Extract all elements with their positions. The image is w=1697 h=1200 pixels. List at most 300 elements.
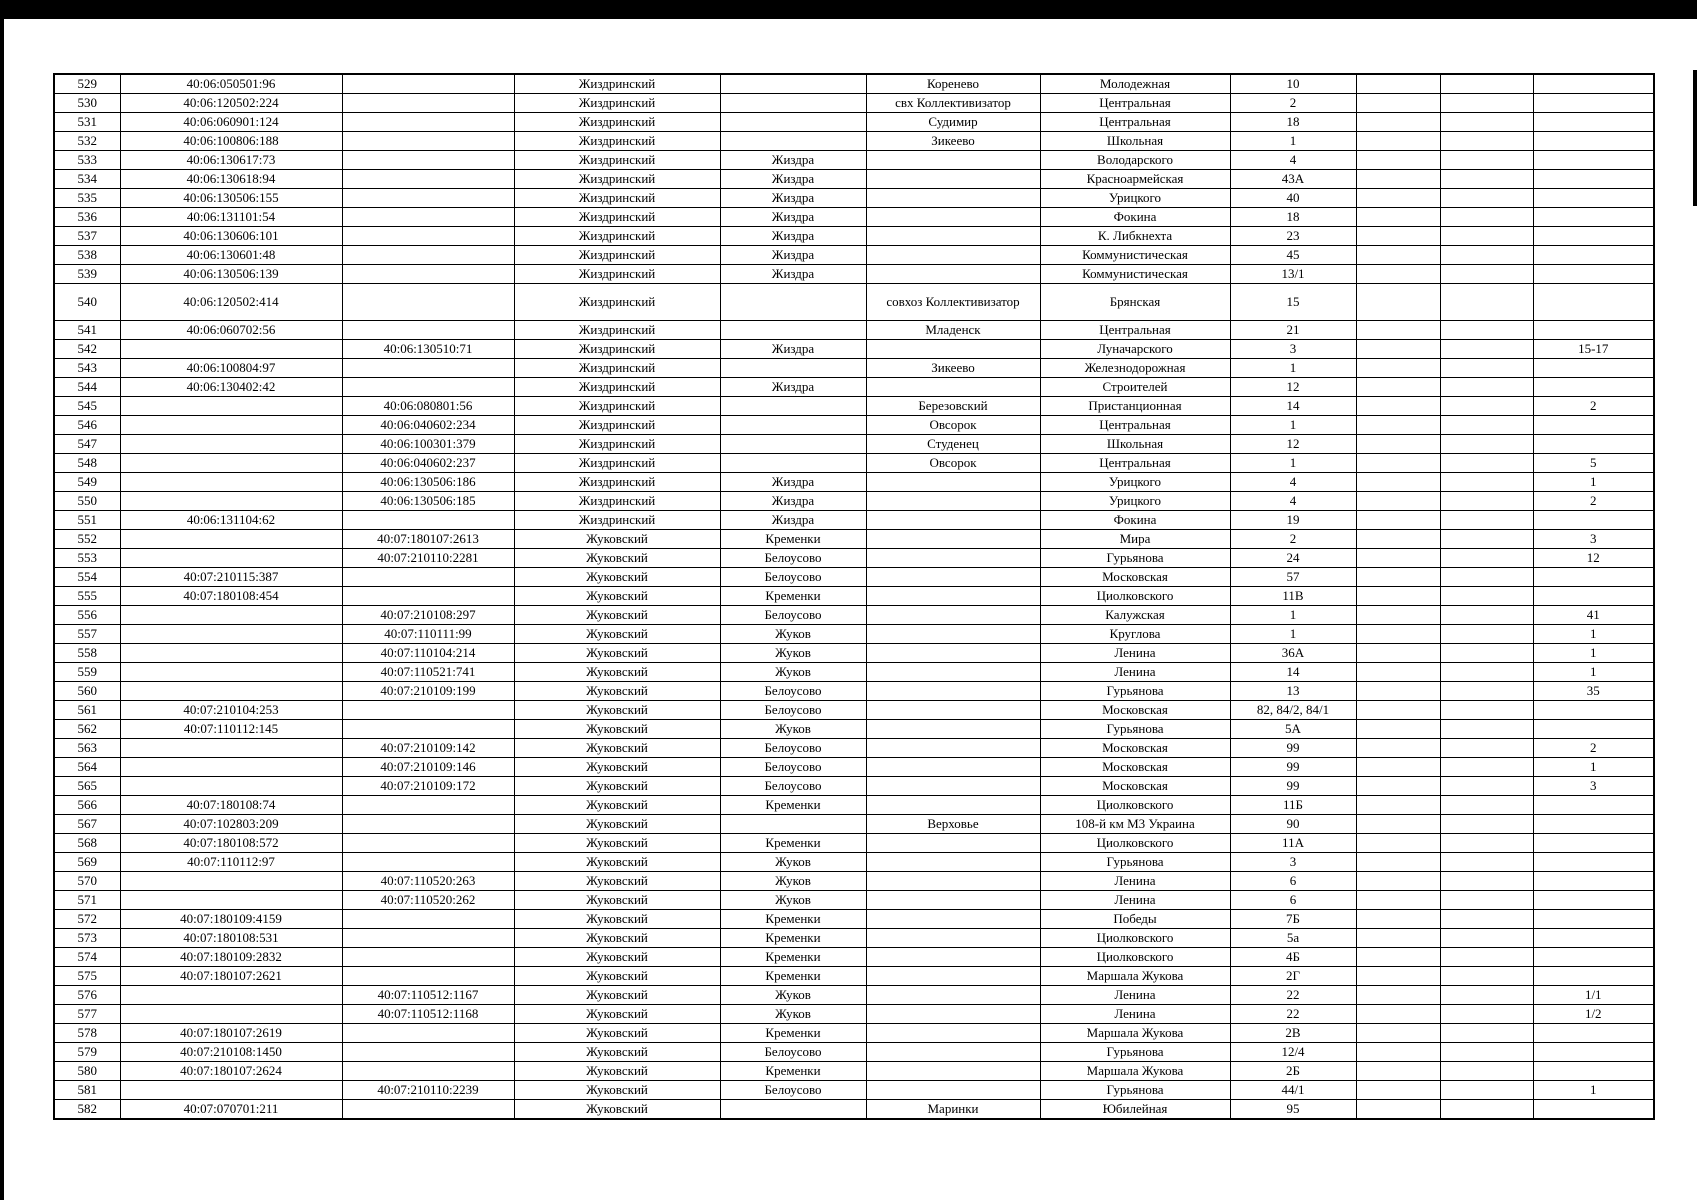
- cell-num: 560: [54, 682, 120, 701]
- cell-house: 21: [1230, 321, 1356, 340]
- table-row: [54, 284, 1654, 321]
- table-row: [54, 872, 1654, 891]
- cell-extra1: [1356, 720, 1440, 739]
- cell-cad-premises: [342, 568, 514, 587]
- cell-settlement: [866, 967, 1040, 986]
- cell-extra1: [1356, 246, 1440, 265]
- cell-settlement: Студенец: [866, 435, 1040, 454]
- cell-cad-building: 40:06:131101:54: [120, 208, 342, 227]
- cell-settlement: [866, 170, 1040, 189]
- cell-apartment: [1533, 416, 1654, 435]
- cell-city: Белоусово: [720, 701, 866, 720]
- cell-house: 43А: [1230, 170, 1356, 189]
- cell-extra1: [1356, 834, 1440, 853]
- cell-settlement: [866, 777, 1040, 796]
- cell-extra2: [1440, 284, 1533, 321]
- cell-extra2: [1440, 1043, 1533, 1062]
- cell-cad-building: 40:06:130506:155: [120, 189, 342, 208]
- cell-num: 543: [54, 359, 120, 378]
- cell-cad-premises: [342, 227, 514, 246]
- cell-apartment: [1533, 94, 1654, 113]
- cell-apartment: [1533, 568, 1654, 587]
- cell-house: 3: [1230, 340, 1356, 359]
- cell-house: 82, 84/2, 84/1: [1230, 701, 1356, 720]
- cell-district: Жуковский: [514, 1043, 720, 1062]
- cell-city: [720, 284, 866, 321]
- cell-district: Жуковский: [514, 910, 720, 929]
- cell-cad-premises: [342, 1024, 514, 1043]
- cell-num: 541: [54, 321, 120, 340]
- cell-house: 2Б: [1230, 1062, 1356, 1081]
- cell-cad-building: 40:06:130506:139: [120, 265, 342, 284]
- cell-district: Жуковский: [514, 853, 720, 872]
- cell-street: Циолковского: [1040, 796, 1230, 815]
- cell-apartment: [1533, 359, 1654, 378]
- cell-extra1: [1356, 1081, 1440, 1100]
- cell-num: 545: [54, 397, 120, 416]
- cell-extra1: [1356, 113, 1440, 132]
- cell-num: 532: [54, 132, 120, 151]
- cell-extra2: [1440, 606, 1533, 625]
- cell-district: Жуковский: [514, 872, 720, 891]
- cell-cad-building: 40:07:110112:145: [120, 720, 342, 739]
- cell-district: Жуковский: [514, 701, 720, 720]
- cell-settlement: [866, 872, 1040, 891]
- cell-house: 1: [1230, 416, 1356, 435]
- table-row: [54, 170, 1654, 189]
- cell-district: Жуковский: [514, 530, 720, 549]
- cell-cad-building: [120, 454, 342, 473]
- cell-cad-premises: [342, 720, 514, 739]
- cell-city: Кременки: [720, 967, 866, 986]
- cell-district: Жиздринский: [514, 378, 720, 397]
- cell-house: 44/1: [1230, 1081, 1356, 1100]
- cell-cad-premises: [342, 74, 514, 94]
- cell-house: 11В: [1230, 587, 1356, 606]
- cell-street: Круглова: [1040, 625, 1230, 644]
- table-row: [54, 94, 1654, 113]
- cell-cad-building: [120, 416, 342, 435]
- cell-num: 581: [54, 1081, 120, 1100]
- cell-street: Циолковского: [1040, 929, 1230, 948]
- cell-cad-building: 40:07:210115:387: [120, 568, 342, 587]
- cell-district: Жуковский: [514, 1062, 720, 1081]
- cell-settlement: Березовский: [866, 397, 1040, 416]
- cell-extra2: [1440, 929, 1533, 948]
- cell-extra2: [1440, 170, 1533, 189]
- cell-city: Жиздра: [720, 492, 866, 511]
- cell-settlement: Верховье: [866, 815, 1040, 834]
- table-row: [54, 644, 1654, 663]
- table-row: [54, 625, 1654, 644]
- cell-extra1: [1356, 189, 1440, 208]
- cell-settlement: [866, 378, 1040, 397]
- cell-street: Ленина: [1040, 644, 1230, 663]
- cell-apartment: [1533, 1024, 1654, 1043]
- table-row: [54, 416, 1654, 435]
- cell-street: Центральная: [1040, 94, 1230, 113]
- cell-house: 23: [1230, 227, 1356, 246]
- cell-apartment: 1: [1533, 625, 1654, 644]
- cell-num: 568: [54, 834, 120, 853]
- cell-extra2: [1440, 948, 1533, 967]
- cell-num: 539: [54, 265, 120, 284]
- cell-extra2: [1440, 511, 1533, 530]
- cell-extra2: [1440, 910, 1533, 929]
- cell-street: Красноармейская: [1040, 170, 1230, 189]
- table-row: [54, 189, 1654, 208]
- cell-apartment: [1533, 132, 1654, 151]
- table-row: [54, 777, 1654, 796]
- cell-settlement: [866, 644, 1040, 663]
- cell-house: 12/4: [1230, 1043, 1356, 1062]
- cell-district: Жиздринский: [514, 435, 720, 454]
- table-row: [54, 492, 1654, 511]
- cell-apartment: [1533, 587, 1654, 606]
- cell-house: 6: [1230, 872, 1356, 891]
- cell-apartment: 1/2: [1533, 1005, 1654, 1024]
- cell-house: 95: [1230, 1100, 1356, 1120]
- cell-house: 36А: [1230, 644, 1356, 663]
- cell-house: 4: [1230, 151, 1356, 170]
- cell-num: 557: [54, 625, 120, 644]
- cell-num: 548: [54, 454, 120, 473]
- cell-district: Жуковский: [514, 796, 720, 815]
- cell-city: Кременки: [720, 948, 866, 967]
- cell-extra2: [1440, 625, 1533, 644]
- cell-house: 5а: [1230, 929, 1356, 948]
- cell-city: Белоусово: [720, 682, 866, 701]
- cell-cad-premises: 40:07:210109:142: [342, 739, 514, 758]
- cell-extra1: [1356, 132, 1440, 151]
- cell-settlement: [866, 549, 1040, 568]
- cell-cad-building: 40:07:180108:454: [120, 587, 342, 606]
- cell-extra1: [1356, 606, 1440, 625]
- registry-table: [53, 73, 1655, 1120]
- cell-extra2: [1440, 492, 1533, 511]
- cell-street: Урицкого: [1040, 189, 1230, 208]
- cell-num: 536: [54, 208, 120, 227]
- cell-cad-building: 40:06:120502:414: [120, 284, 342, 321]
- cell-num: 563: [54, 739, 120, 758]
- cell-extra2: [1440, 473, 1533, 492]
- table-row: [54, 853, 1654, 872]
- cell-house: 57: [1230, 568, 1356, 587]
- cell-num: 559: [54, 663, 120, 682]
- cell-num: 565: [54, 777, 120, 796]
- table-row: [54, 720, 1654, 739]
- cell-cad-premises: [342, 853, 514, 872]
- table-row: [54, 151, 1654, 170]
- cell-district: Жиздринский: [514, 359, 720, 378]
- cell-cad-premises: 40:07:110111:99: [342, 625, 514, 644]
- cell-city: Жиздра: [720, 511, 866, 530]
- cell-extra2: [1440, 151, 1533, 170]
- cell-extra2: [1440, 208, 1533, 227]
- cell-apartment: [1533, 720, 1654, 739]
- cell-city: Белоусово: [720, 549, 866, 568]
- cell-cad-premises: [342, 587, 514, 606]
- cell-street: Гурьянова: [1040, 1043, 1230, 1062]
- table-row: [54, 132, 1654, 151]
- cell-cad-premises: 40:06:040602:237: [342, 454, 514, 473]
- table-row: [54, 321, 1654, 340]
- cell-district: Жиздринский: [514, 340, 720, 359]
- cell-cad-premises: 40:06:040602:234: [342, 416, 514, 435]
- cell-district: Жиздринский: [514, 511, 720, 530]
- cell-street: Ленина: [1040, 1005, 1230, 1024]
- cell-city: Кременки: [720, 796, 866, 815]
- table-row: [54, 549, 1654, 568]
- cell-extra2: [1440, 777, 1533, 796]
- cell-settlement: [866, 758, 1040, 777]
- cell-extra1: [1356, 1100, 1440, 1120]
- cell-street: Московская: [1040, 739, 1230, 758]
- cell-cad-building: [120, 739, 342, 758]
- cell-house: 4Б: [1230, 948, 1356, 967]
- cell-extra2: [1440, 321, 1533, 340]
- cell-street: Ленина: [1040, 891, 1230, 910]
- cell-extra2: [1440, 378, 1533, 397]
- cell-city: [720, 435, 866, 454]
- cell-city: Жуков: [720, 853, 866, 872]
- cell-street: Победы: [1040, 910, 1230, 929]
- cell-cad-premises: [342, 208, 514, 227]
- cell-extra1: [1356, 227, 1440, 246]
- cell-house: 1: [1230, 359, 1356, 378]
- cell-extra2: [1440, 397, 1533, 416]
- cell-cad-building: [120, 340, 342, 359]
- cell-street: Циолковского: [1040, 587, 1230, 606]
- cell-street: Центральная: [1040, 113, 1230, 132]
- cell-extra2: [1440, 1024, 1533, 1043]
- cell-city: Белоусово: [720, 606, 866, 625]
- cell-extra2: [1440, 1100, 1533, 1120]
- table-row: [54, 834, 1654, 853]
- cell-extra2: [1440, 416, 1533, 435]
- cell-city: Белоусово: [720, 758, 866, 777]
- cell-apartment: 1: [1533, 644, 1654, 663]
- table-row: [54, 815, 1654, 834]
- cell-street: Школьная: [1040, 132, 1230, 151]
- cell-district: Жуковский: [514, 625, 720, 644]
- cell-extra1: [1356, 1043, 1440, 1062]
- cell-district: Жуковский: [514, 606, 720, 625]
- cell-house: 18: [1230, 208, 1356, 227]
- cell-apartment: 2: [1533, 492, 1654, 511]
- cell-extra2: [1440, 853, 1533, 872]
- cell-num: 547: [54, 435, 120, 454]
- cell-cad-premises: [342, 796, 514, 815]
- cell-cad-building: 40:07:180108:572: [120, 834, 342, 853]
- cell-num: 558: [54, 644, 120, 663]
- cell-city: [720, 94, 866, 113]
- cell-house: 22: [1230, 1005, 1356, 1024]
- cell-num: 531: [54, 113, 120, 132]
- cell-num: 561: [54, 701, 120, 720]
- cell-settlement: [866, 265, 1040, 284]
- table-row: [54, 739, 1654, 758]
- cell-num: 576: [54, 986, 120, 1005]
- cell-num: 554: [54, 568, 120, 587]
- cell-extra2: [1440, 967, 1533, 986]
- cell-settlement: [866, 663, 1040, 682]
- table-row: [54, 986, 1654, 1005]
- cell-apartment: 1: [1533, 663, 1654, 682]
- cell-house: 19: [1230, 511, 1356, 530]
- cell-apartment: [1533, 246, 1654, 265]
- cell-house: 18: [1230, 113, 1356, 132]
- cell-settlement: [866, 492, 1040, 511]
- cell-extra1: [1356, 321, 1440, 340]
- cell-house: 12: [1230, 378, 1356, 397]
- cell-num: 571: [54, 891, 120, 910]
- cell-street: К. Либкнехта: [1040, 227, 1230, 246]
- cell-extra1: [1356, 758, 1440, 777]
- cell-city: [720, 321, 866, 340]
- cell-city: Жиздра: [720, 151, 866, 170]
- cell-street: Циолковского: [1040, 948, 1230, 967]
- cell-cad-premises: 40:06:100301:379: [342, 435, 514, 454]
- cell-cad-premises: 40:07:110521:741: [342, 663, 514, 682]
- cell-street: Гурьянова: [1040, 720, 1230, 739]
- cell-cad-building: 40:07:180109:2832: [120, 948, 342, 967]
- cell-cad-building: 40:06:130618:94: [120, 170, 342, 189]
- cell-house: 11Б: [1230, 796, 1356, 815]
- cell-apartment: [1533, 796, 1654, 815]
- cell-cad-building: 40:06:131104:62: [120, 511, 342, 530]
- cell-house: 7Б: [1230, 910, 1356, 929]
- cell-extra2: [1440, 359, 1533, 378]
- cell-city: Жуков: [720, 663, 866, 682]
- cell-num: 535: [54, 189, 120, 208]
- cell-city: Кременки: [720, 1062, 866, 1081]
- cell-cad-building: [120, 1005, 342, 1024]
- cell-street: Коммунистическая: [1040, 265, 1230, 284]
- cell-extra1: [1356, 663, 1440, 682]
- cell-settlement: [866, 739, 1040, 758]
- cell-city: Белоусово: [720, 1081, 866, 1100]
- cell-cad-building: 40:06:100806:188: [120, 132, 342, 151]
- cell-extra2: [1440, 568, 1533, 587]
- cell-city: Жиздра: [720, 246, 866, 265]
- cell-apartment: [1533, 1062, 1654, 1081]
- cell-num: 556: [54, 606, 120, 625]
- table-row: [54, 967, 1654, 986]
- cell-apartment: [1533, 435, 1654, 454]
- cell-city: Кременки: [720, 587, 866, 606]
- cell-cad-building: [120, 891, 342, 910]
- cell-city: Жиздра: [720, 378, 866, 397]
- cell-apartment: [1533, 321, 1654, 340]
- cell-city: Жуков: [720, 625, 866, 644]
- cell-extra2: [1440, 739, 1533, 758]
- table-row: [54, 397, 1654, 416]
- cell-cad-building: 40:07:210104:253: [120, 701, 342, 720]
- cell-settlement: совхоз Коллективизатор: [866, 284, 1040, 321]
- table-row: [54, 663, 1654, 682]
- cell-apartment: [1533, 378, 1654, 397]
- cell-cad-premises: [342, 1043, 514, 1062]
- cell-house: 2В: [1230, 1024, 1356, 1043]
- cell-district: Жуковский: [514, 986, 720, 1005]
- cell-extra1: [1356, 682, 1440, 701]
- table-row: [54, 701, 1654, 720]
- cell-street: Маршала Жукова: [1040, 967, 1230, 986]
- cell-house: 99: [1230, 777, 1356, 796]
- cell-street: Молодежная: [1040, 74, 1230, 94]
- cell-district: Жуковский: [514, 587, 720, 606]
- cell-extra2: [1440, 682, 1533, 701]
- cell-cad-premises: [342, 246, 514, 265]
- cell-cad-premises: [342, 113, 514, 132]
- cell-extra1: [1356, 454, 1440, 473]
- cell-num: 533: [54, 151, 120, 170]
- cell-district: Жиздринский: [514, 94, 720, 113]
- cell-cad-premises: 40:07:110512:1167: [342, 986, 514, 1005]
- cell-street: Урицкого: [1040, 492, 1230, 511]
- cell-extra1: [1356, 587, 1440, 606]
- cell-extra1: [1356, 530, 1440, 549]
- cell-apartment: [1533, 265, 1654, 284]
- cell-apartment: 1/1: [1533, 986, 1654, 1005]
- cell-num: 578: [54, 1024, 120, 1043]
- cell-street: Ленина: [1040, 663, 1230, 682]
- cell-cad-building: 40:06:050501:96: [120, 74, 342, 94]
- cell-apartment: 1: [1533, 1081, 1654, 1100]
- cell-cad-building: [120, 682, 342, 701]
- cell-cad-building: 40:07:180107:2621: [120, 967, 342, 986]
- cell-city: [720, 397, 866, 416]
- cell-house: 99: [1230, 739, 1356, 758]
- cell-house: 1: [1230, 625, 1356, 644]
- cell-district: Жуковский: [514, 739, 720, 758]
- cell-district: Жиздринский: [514, 113, 720, 132]
- cell-street: 108-й км М3 Украина: [1040, 815, 1230, 834]
- cell-cad-premises: [342, 265, 514, 284]
- cell-street: Школьная: [1040, 435, 1230, 454]
- cell-district: Жуковский: [514, 891, 720, 910]
- table-row: [54, 265, 1654, 284]
- cell-extra2: [1440, 1062, 1533, 1081]
- cell-city: Кременки: [720, 834, 866, 853]
- cell-extra1: [1356, 284, 1440, 321]
- cell-city: [720, 359, 866, 378]
- cell-num: 544: [54, 378, 120, 397]
- cell-cad-premises: [342, 378, 514, 397]
- cell-extra1: [1356, 625, 1440, 644]
- cell-num: 555: [54, 587, 120, 606]
- cell-extra2: [1440, 435, 1533, 454]
- cell-cad-premises: 40:07:110520:263: [342, 872, 514, 891]
- cell-apartment: [1533, 1043, 1654, 1062]
- cell-settlement: [866, 891, 1040, 910]
- cell-extra1: [1356, 397, 1440, 416]
- cell-extra2: [1440, 265, 1533, 284]
- cell-street: Ленина: [1040, 986, 1230, 1005]
- cell-num: 540: [54, 284, 120, 321]
- cell-extra1: [1356, 568, 1440, 587]
- cell-cad-building: [120, 625, 342, 644]
- cell-settlement: [866, 511, 1040, 530]
- cell-house: 1: [1230, 132, 1356, 151]
- table-row: [54, 606, 1654, 625]
- cell-city: Белоусово: [720, 568, 866, 587]
- cell-house: 40: [1230, 189, 1356, 208]
- cell-extra2: [1440, 94, 1533, 113]
- cell-cad-premises: 40:07:210109:146: [342, 758, 514, 777]
- table-row: [54, 891, 1654, 910]
